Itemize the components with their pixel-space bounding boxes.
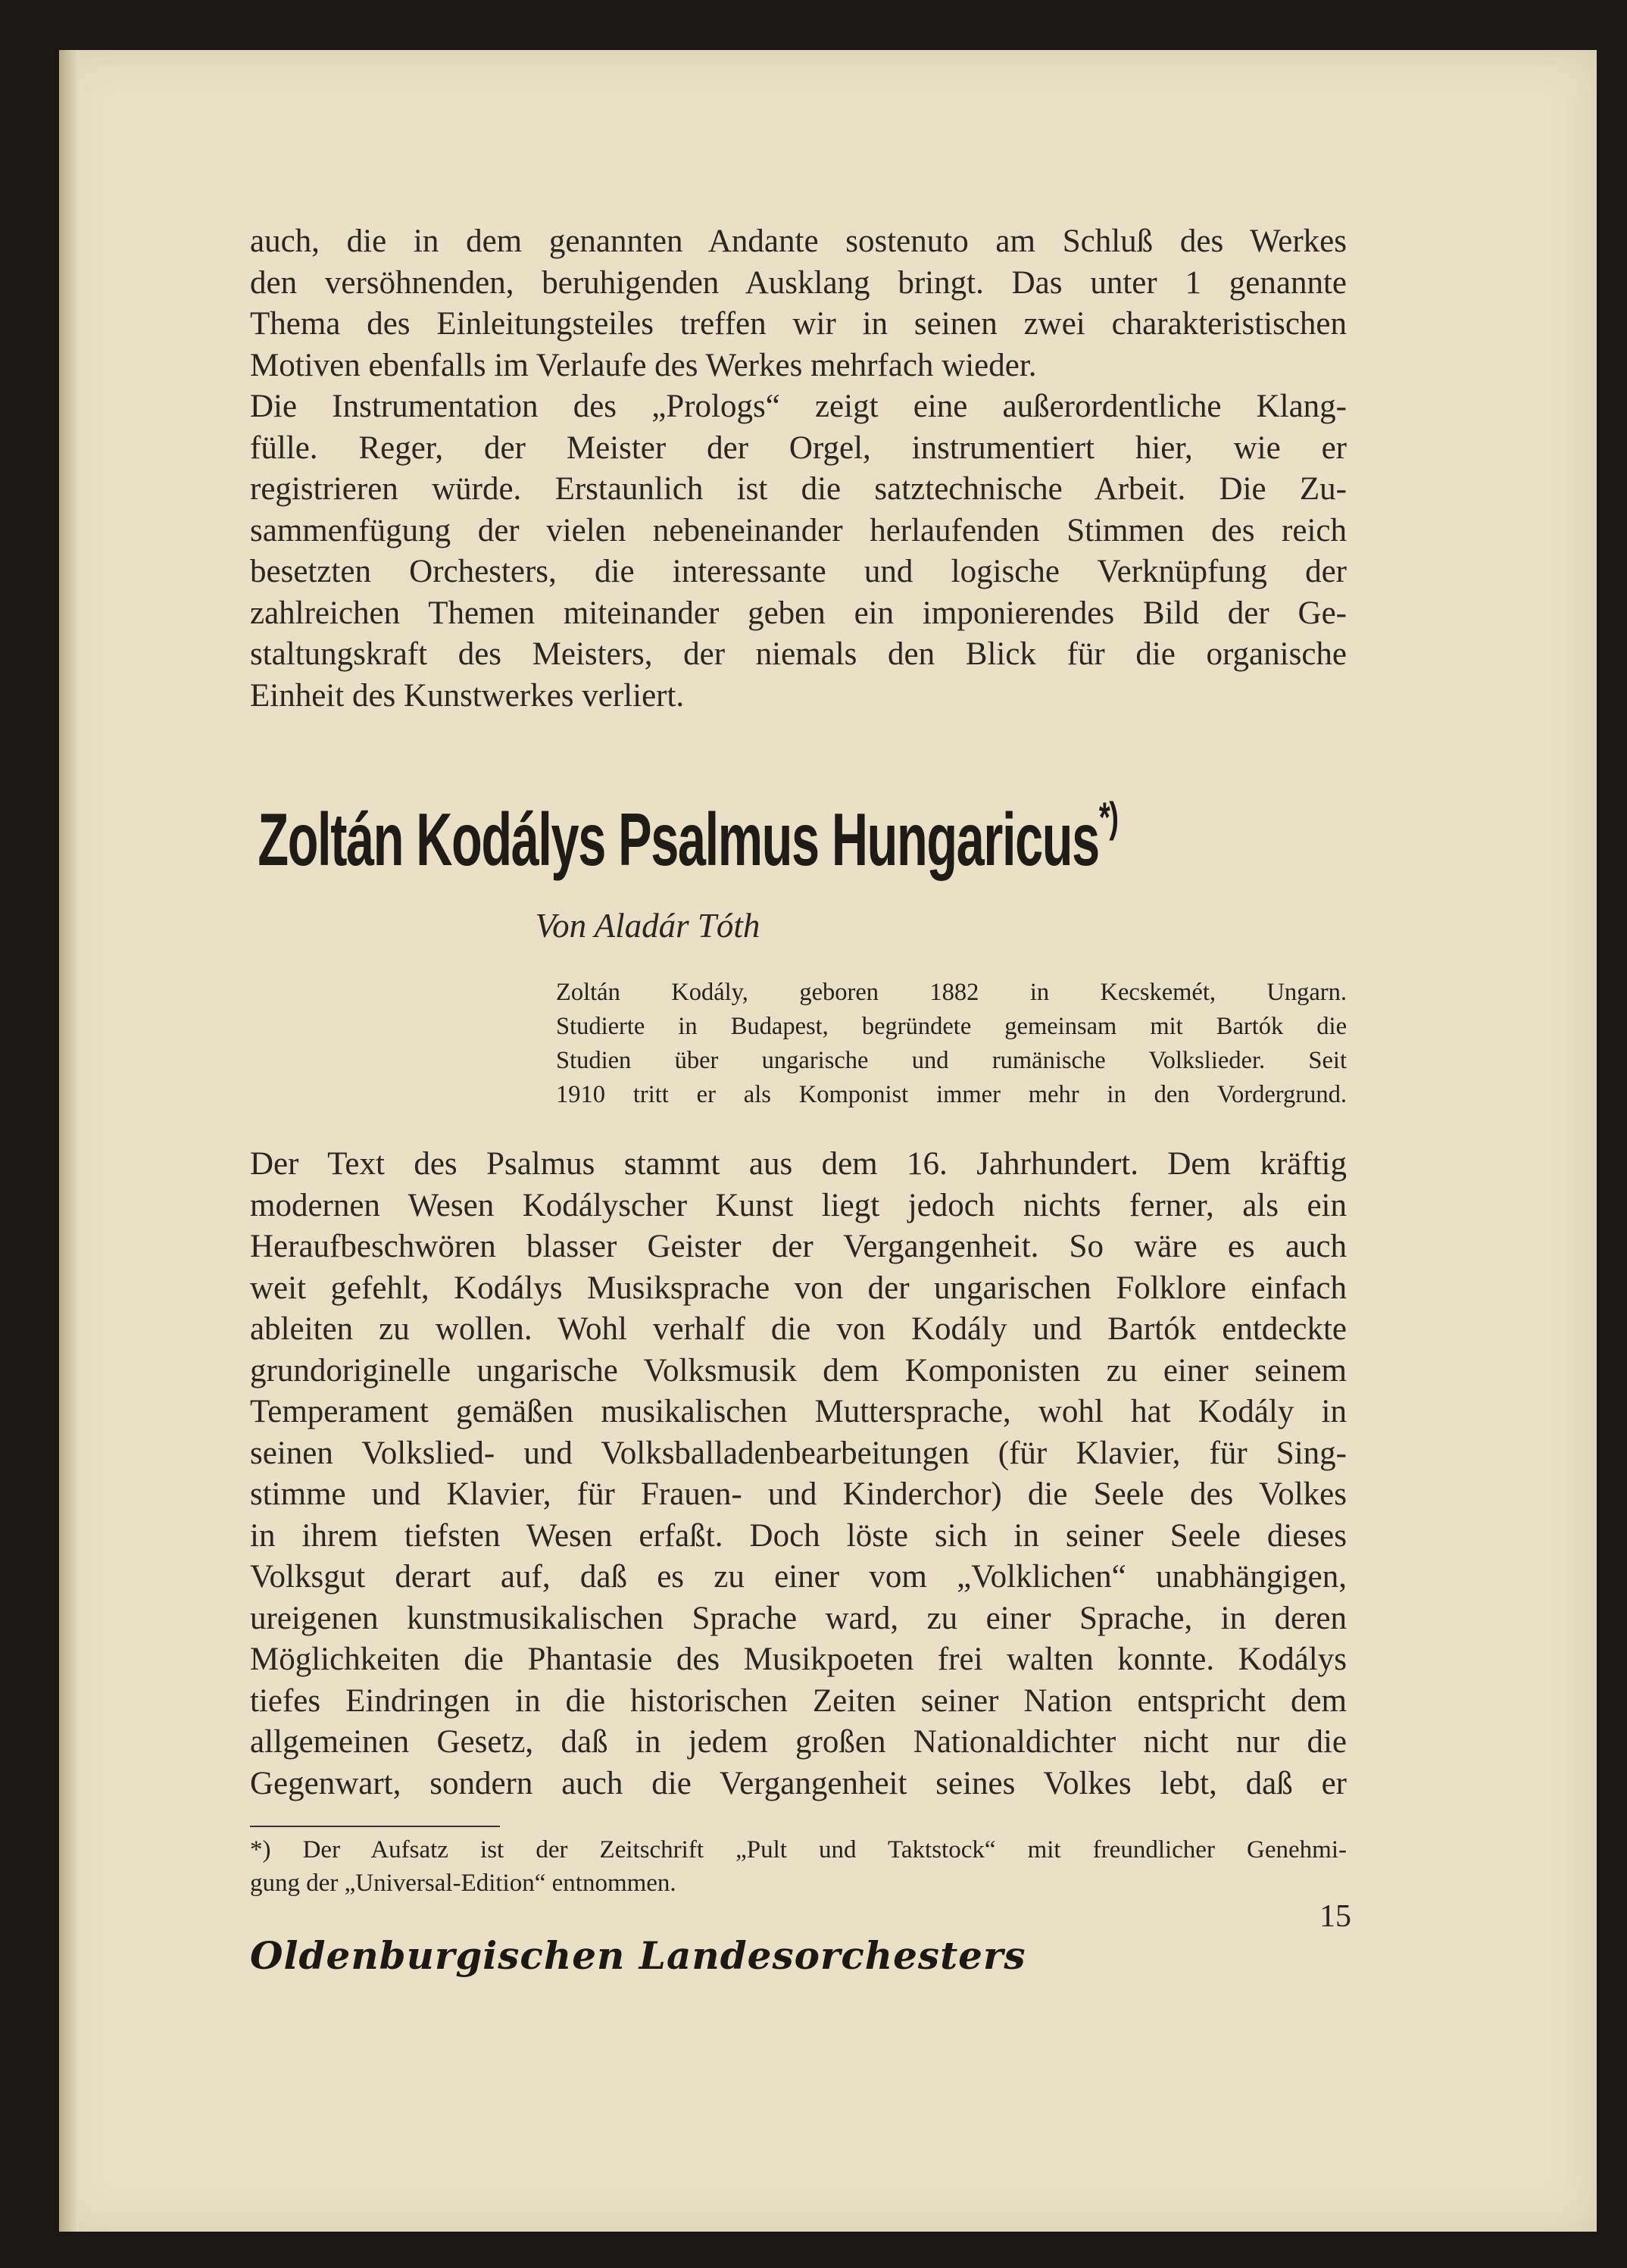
bio-line: Studien über ungarische und rumänische Volkslieder. Seit bbox=[556, 1047, 1347, 1074]
text-line: Heraufbeschwören blasser Geister der Vergangenheit. So wäre es auch bbox=[250, 1229, 1347, 1264]
text-line: Motiven ebenfalls im Verlaufe des Werkes mehrfach wieder. bbox=[250, 347, 1037, 383]
composer-bio bbox=[556, 976, 1347, 1112]
text-line: ureigenen kunstmusikalischen Sprache ward, zu einer Sprache, in deren bbox=[250, 1600, 1347, 1636]
text-line: Einheit des Kunstwerkes verliert. bbox=[250, 677, 685, 714]
article-byline: Von Aladár Tóth bbox=[535, 907, 760, 945]
text-line: sammenfügung der vielen nebeneinander herlaufenden Stimmen des reich bbox=[250, 512, 1347, 548]
text-line: staltungskraft des Meisters, der niemals den Blick für die organische bbox=[250, 636, 1347, 672]
text-line: besetzten Orchesters, die interessante und logische Verknüpfung der bbox=[250, 554, 1347, 589]
text-line: registrieren würde. Erstaunlich ist die satztechnische Arbeit. Die Zu- bbox=[250, 471, 1347, 507]
text-line: grundoriginelle ungarische Volksmusik dem Komponisten zu einer seinem bbox=[250, 1352, 1347, 1389]
text-line: Gegenwart, sondern auch die Vergangenheit seines Volkes lebt, daß er bbox=[250, 1765, 1347, 1801]
text-line: allgemeinen Gesetz, daß in jedem großen Nationaldichter nicht nur die bbox=[250, 1724, 1347, 1760]
text-line: ableiten zu wollen. Wohl verhalf die von Kodály und Bartók entdeckte bbox=[250, 1311, 1347, 1347]
article-title-text: Zoltán Kodálys Psalmus Hungaricus bbox=[258, 798, 1099, 881]
text-line: in ihrem tiefsten Wesen erfaßt. Doch löste sich in seiner Seele dieses bbox=[250, 1517, 1347, 1554]
text-line: zahlreichen Themen miteinander geben ein imponierendes Bild der Ge- bbox=[250, 595, 1347, 631]
page-number: 15 bbox=[1319, 1899, 1351, 1934]
text-line: Die Instrumentation des „Prologs“ zeigt eine außerordentliche Klang- bbox=[250, 389, 1347, 424]
text-line: Volksgut derart auf, daß es zu einer vom „Volklichen“ unabhängigen, bbox=[250, 1559, 1347, 1595]
text-line: modernen Wesen Kodályscher Kunst liegt jedoch nichts ferner, als ein bbox=[250, 1187, 1347, 1223]
bio-line: Studierte in Budapest, begründete gemeinsam mit Bartók die bbox=[556, 1013, 1347, 1040]
binding-fold bbox=[59, 50, 79, 2232]
text-line: Der Text des Psalmus stammt aus dem 16. Jahrhundert. Dem kräftig bbox=[250, 1146, 1347, 1182]
text-line: stimme und Klavier, für Frauen- und Kinderchor) die Seele des Volkes bbox=[250, 1476, 1347, 1512]
text-line: den versöhnenden, beruhigenden Ausklang bringt. Das unter 1 genannte bbox=[250, 264, 1347, 301]
bio-line: 1910 tritt er als Komponist immer mehr in den Vordergrund. bbox=[556, 1081, 1347, 1108]
footnote-line: *) Der Aufsatz ist der Zeitschrift „Pult und Taktstock“ mit freundlicher Genehmi- bbox=[250, 1836, 1347, 1863]
text-line: fülle. Reger, der Meister der Orgel, instrumentiert hier, wie er bbox=[250, 430, 1347, 466]
bio-line: Zoltán Kodály, geboren 1882 in Kecskemét, Ungarn. bbox=[556, 979, 1347, 1006]
footnote bbox=[250, 1833, 1347, 1900]
text-line: auch, die in dem genannten Andante sostenuto am Schluß des Werkes bbox=[250, 223, 1347, 259]
instrumentation-paragraph bbox=[250, 386, 1347, 717]
article-title bbox=[250, 793, 1126, 883]
text-line: Thema des Einleitungsteiles treffen wir in seinen zwei charakteristischen bbox=[250, 306, 1347, 342]
text-line: Möglichkeiten die Phantasie des Musikpoeten frei walten konnte. Kodálys bbox=[250, 1642, 1347, 1677]
title-footnote-mark: *) bbox=[1098, 793, 1118, 841]
text-line: Temperament gemäßen musikalischen Muttersprache, wohl hat Kodály in bbox=[250, 1394, 1347, 1429]
intro-paragraph bbox=[250, 221, 1347, 386]
footnote-line: gung der „Universal-Edition“ entnommen. bbox=[250, 1870, 676, 1897]
footer-organization: Oldenburgischen Landesorchesters bbox=[250, 1933, 1026, 1978]
text-line: seinen Volkslied- und Volksballadenbearbeitungen (für Klavier, für Sing- bbox=[250, 1435, 1347, 1471]
text-line: weit gefehlt, Kodálys Musiksprache von der ungarischen Folklore einfach bbox=[250, 1270, 1347, 1306]
text-line: tiefes Eindringen in die historischen Zeiten seiner Nation entspricht dem bbox=[250, 1682, 1347, 1719]
footnote-divider bbox=[250, 1826, 500, 1827]
article-paragraph bbox=[250, 1144, 1347, 1804]
